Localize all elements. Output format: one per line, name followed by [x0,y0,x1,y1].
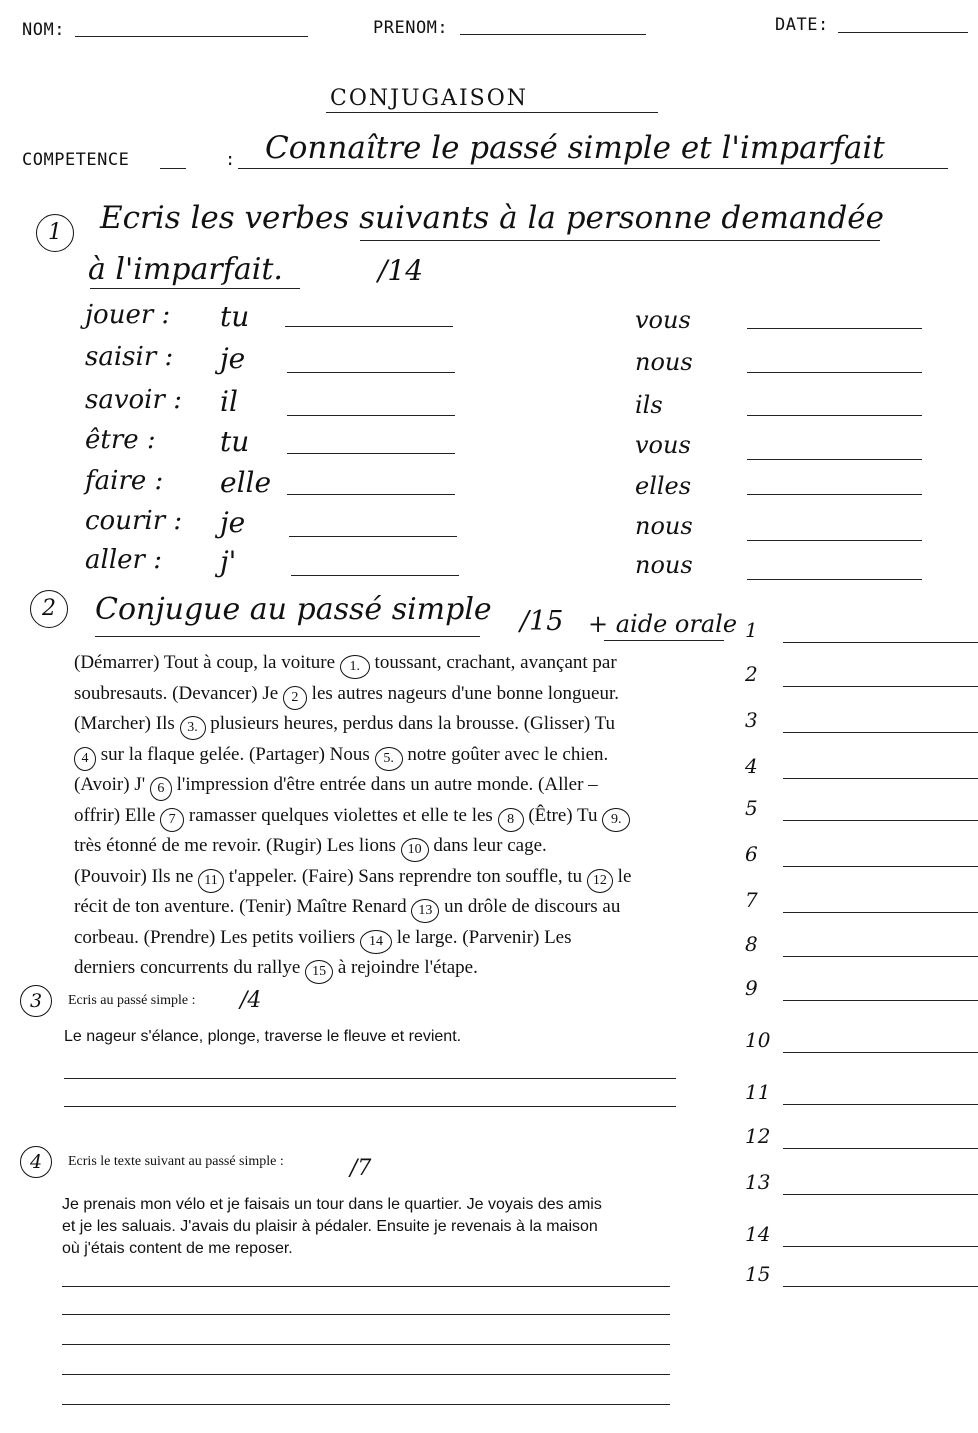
text-segment: (Démarrer) Tout à coup, la voiture [74,652,336,673]
answer-number: 7 [745,888,758,912]
answer-row [745,888,978,924]
answer-line[interactable] [747,372,922,373]
text-segment: (Marcher) Ils [74,713,175,734]
text-segment: (Pouvoir) Ils ne [74,865,194,887]
text-segment: notre goûter avec le chien. [407,743,609,765]
answer-row [745,754,978,790]
pronoun-1: tu [220,300,250,333]
blank-marker[interactable]: 3. [180,716,206,740]
verb: courir : [85,506,183,536]
exercise-1-instruction-line1: Ecris les verbes suivants à la personne demandée [100,200,884,236]
text-line [74,709,714,740]
answer-row [745,1080,978,1116]
answer-number: 5 [745,796,758,820]
answer-line[interactable] [747,328,922,329]
answer-line[interactable] [783,1246,978,1247]
answer-line[interactable] [747,459,922,460]
text-segment: un drôle de discours au [444,896,621,917]
text-line [74,831,714,862]
text-line [74,953,714,984]
answer-line[interactable] [64,1078,676,1079]
answer-line[interactable] [783,686,978,687]
answer-row [745,662,978,698]
text-segment: ramasser quelques violettes et elle te les [188,804,493,826]
answer-line[interactable] [783,1000,978,1001]
answer-row [745,842,978,878]
pronoun-2: nous [635,551,693,579]
answer-row [745,932,978,968]
answer-line[interactable] [783,820,978,821]
exercise-4-text-line3: où j'étais content de me reposer. [62,1240,293,1257]
exercise-number-3: 3 [20,985,52,1017]
exercise-3-instruction: Ecris au passé simple : [68,993,196,1008]
answer-line[interactable] [62,1344,670,1345]
text-segment: (Avoir) J' [74,774,146,795]
blank-marker[interactable]: 13 [411,899,439,923]
answer-line[interactable] [783,1194,978,1195]
answer-line[interactable] [289,536,457,537]
answer-line[interactable] [783,732,978,733]
pronoun-1: tu [220,425,250,458]
blank-marker[interactable]: 8 [498,808,524,832]
competence-text: Connaître le passé simple et l'imparfait [265,130,885,166]
text-segment: corbeau. (Prendre) Les petits voiliers [74,926,356,948]
answer-line[interactable] [747,540,922,541]
verb-row [85,342,945,382]
blank-marker[interactable]: 11 [198,869,224,893]
answer-line[interactable] [783,1148,978,1149]
nom-label: NOM: [22,20,65,40]
answer-number: 14 [745,1222,771,1246]
date-label: DATE: [775,15,829,35]
verb-row [85,385,945,425]
verb-row [85,466,945,506]
exercise-3-sentence: Le nageur s'élance, plonge, traverse le fleuve et revient. [64,1028,462,1045]
verb: faire : [85,466,164,496]
answer-number: 4 [745,754,758,778]
answer-row [745,796,978,832]
pronoun-1: j' [220,545,237,578]
verb-row [85,545,945,585]
verb: aller : [85,545,162,575]
exercise-4-text-line1: Je prenais mon vélo et je faisais un tour dans le quartier. Je voyais des amis [62,1196,602,1213]
blank-marker[interactable]: 4 [74,747,96,771]
answer-line[interactable] [62,1314,670,1315]
competence-underline [238,168,948,169]
nom-field[interactable] [75,36,308,37]
instruction-underline [360,240,880,241]
answer-row [745,1028,978,1064]
pronoun-2: nous [635,348,693,376]
answer-line[interactable] [287,415,455,416]
answer-line[interactable] [62,1404,670,1405]
text-segment: offrir) Elle [74,804,156,826]
answer-line[interactable] [291,575,459,576]
competence-colon: : [225,150,236,170]
aide-underline [604,640,724,641]
exercise-1-instruction-line2: à l'imparfait. [88,252,283,287]
blank-marker[interactable]: 5. [375,747,403,771]
pronoun-2: ils [635,391,663,419]
answer-number: 2 [745,662,758,686]
text-segment: (Être) Tu [528,804,598,826]
exercise-2-aide: + aide orale [588,610,738,638]
answer-row [745,1222,978,1258]
answer-row [745,1170,978,1206]
pronoun-2: elles [635,472,692,500]
answer-line[interactable] [285,326,453,327]
verb-row [85,425,945,465]
answer-row [745,708,978,744]
text-segment: récit de ton aventure. (Tenir) Maître Renard [74,896,407,917]
answer-line[interactable] [64,1106,676,1107]
exercise-number-1: 1 [36,214,74,252]
text-segment: sur la flaque gelée. (Partager) Nous [100,743,370,765]
text-line [74,801,714,832]
text-segment: les autres nageurs d'une bonne longueur. [311,682,620,704]
answer-line[interactable] [783,1104,978,1105]
text-line [74,679,714,710]
answer-line[interactable] [747,579,922,580]
text-segment: très étonné de me revoir. (Rugir) Les lions [74,835,396,856]
pronoun-2: vous [635,306,691,334]
verb: saisir : [85,342,174,372]
verb: savoir : [85,385,182,415]
answer-line[interactable] [783,956,978,957]
verb: jouer : [85,300,171,330]
prenom-label: PRENOM: [373,18,449,38]
answer-number: 12 [745,1124,771,1148]
blank-marker[interactable]: 9. [602,808,630,832]
text-segment: derniers concurrents du rallye [74,957,301,978]
instruction-underline [95,636,480,637]
exercise-2-text [74,648,714,984]
text-segment: le large. (Parvenir) Les [396,926,572,948]
pronoun-1: il [220,385,238,418]
answer-line[interactable] [783,912,978,913]
answer-line[interactable] [747,494,922,495]
text-segment: plusieurs heures, perdus dans la brousse. (Glisser) Tu [210,713,616,734]
answer-number: 11 [745,1080,771,1104]
answer-number: 1 [745,618,758,642]
answer-row [745,976,978,1012]
answer-line[interactable] [783,642,978,643]
instruction-underline [90,288,300,289]
answer-line[interactable] [783,778,978,779]
answer-line[interactable] [783,866,978,867]
answer-number: 6 [745,842,758,866]
blank-marker[interactable]: 6 [150,777,172,801]
text-segment: le [617,865,632,887]
text-segment: l'impression d'être entrée dans un autre monde. (Aller – [176,774,598,795]
answer-row [745,1124,978,1160]
text-line [74,892,714,923]
exercise-2-instruction: Conjugue au passé simple [95,592,492,627]
exercise-4-text-line2: et je les saluais. J'avais du plaisir à pédaler. Ensuite je revenais à la maison [62,1218,598,1235]
answer-line[interactable] [783,1052,978,1053]
answer-number: 10 [745,1028,771,1052]
blank-marker[interactable]: 7 [160,808,184,832]
blank-marker[interactable]: 1. [340,655,370,679]
exercise-4-score: /7 [350,1156,372,1181]
title-underline [326,112,658,113]
text-segment: t'appeler. (Faire) Sans reprendre ton souffle, tu [228,865,583,887]
pronoun-2: nous [635,512,693,540]
answer-number: 13 [745,1170,771,1194]
answer-row [745,618,978,654]
text-line [74,770,714,801]
date-field[interactable] [838,32,968,33]
answer-row [745,1262,978,1298]
verb-row [85,506,945,546]
exercise-number-4: 4 [20,1146,52,1178]
blank-marker[interactable]: 2 [283,686,307,710]
competence-label: COMPETENCE [22,150,130,170]
answer-number: 9 [745,976,758,1000]
pronoun-1: elle [220,466,272,499]
answer-number: 3 [745,708,758,732]
pronoun-2: vous [635,431,691,459]
pronoun-1: je [220,506,246,539]
text-line [74,648,714,679]
answer-line[interactable] [62,1374,670,1375]
exercise-number-2: 2 [30,590,68,628]
text-line [74,923,714,954]
answer-line[interactable] [783,1286,978,1287]
page-title: CONJUGAISON [330,86,528,111]
blank-marker[interactable]: 15 [305,960,333,984]
text-segment: toussant, crachant, avançant par [374,652,617,673]
exercise-4-instruction: Ecris le texte suivant au passé simple : [68,1154,284,1169]
answer-line[interactable] [287,453,455,454]
prenom-field[interactable] [460,34,646,35]
text-segment: dans leur cage. [433,835,547,856]
pronoun-1: je [220,342,246,375]
text-segment: à rejoindre l'étape. [337,957,478,978]
blank-marker[interactable]: 12 [587,869,613,893]
answer-line[interactable] [62,1286,670,1287]
exercise-2-score: /15 [520,606,564,637]
competence-label-underline [160,168,186,169]
text-line [74,740,714,771]
answer-line[interactable] [287,372,455,373]
blank-marker[interactable]: 10 [401,838,429,862]
answer-line[interactable] [747,415,922,416]
blank-marker[interactable]: 14 [360,930,392,954]
exercise-3-score: /4 [240,988,262,1013]
text-line [74,862,714,893]
answer-number: 15 [745,1262,771,1286]
exercise-1-score: /14 [378,254,424,287]
answer-line[interactable] [287,494,455,495]
text-segment: soubresauts. (Devancer) Je [74,682,279,704]
verb: être : [85,425,156,455]
answer-number: 8 [745,932,758,956]
verb-row [85,300,945,340]
